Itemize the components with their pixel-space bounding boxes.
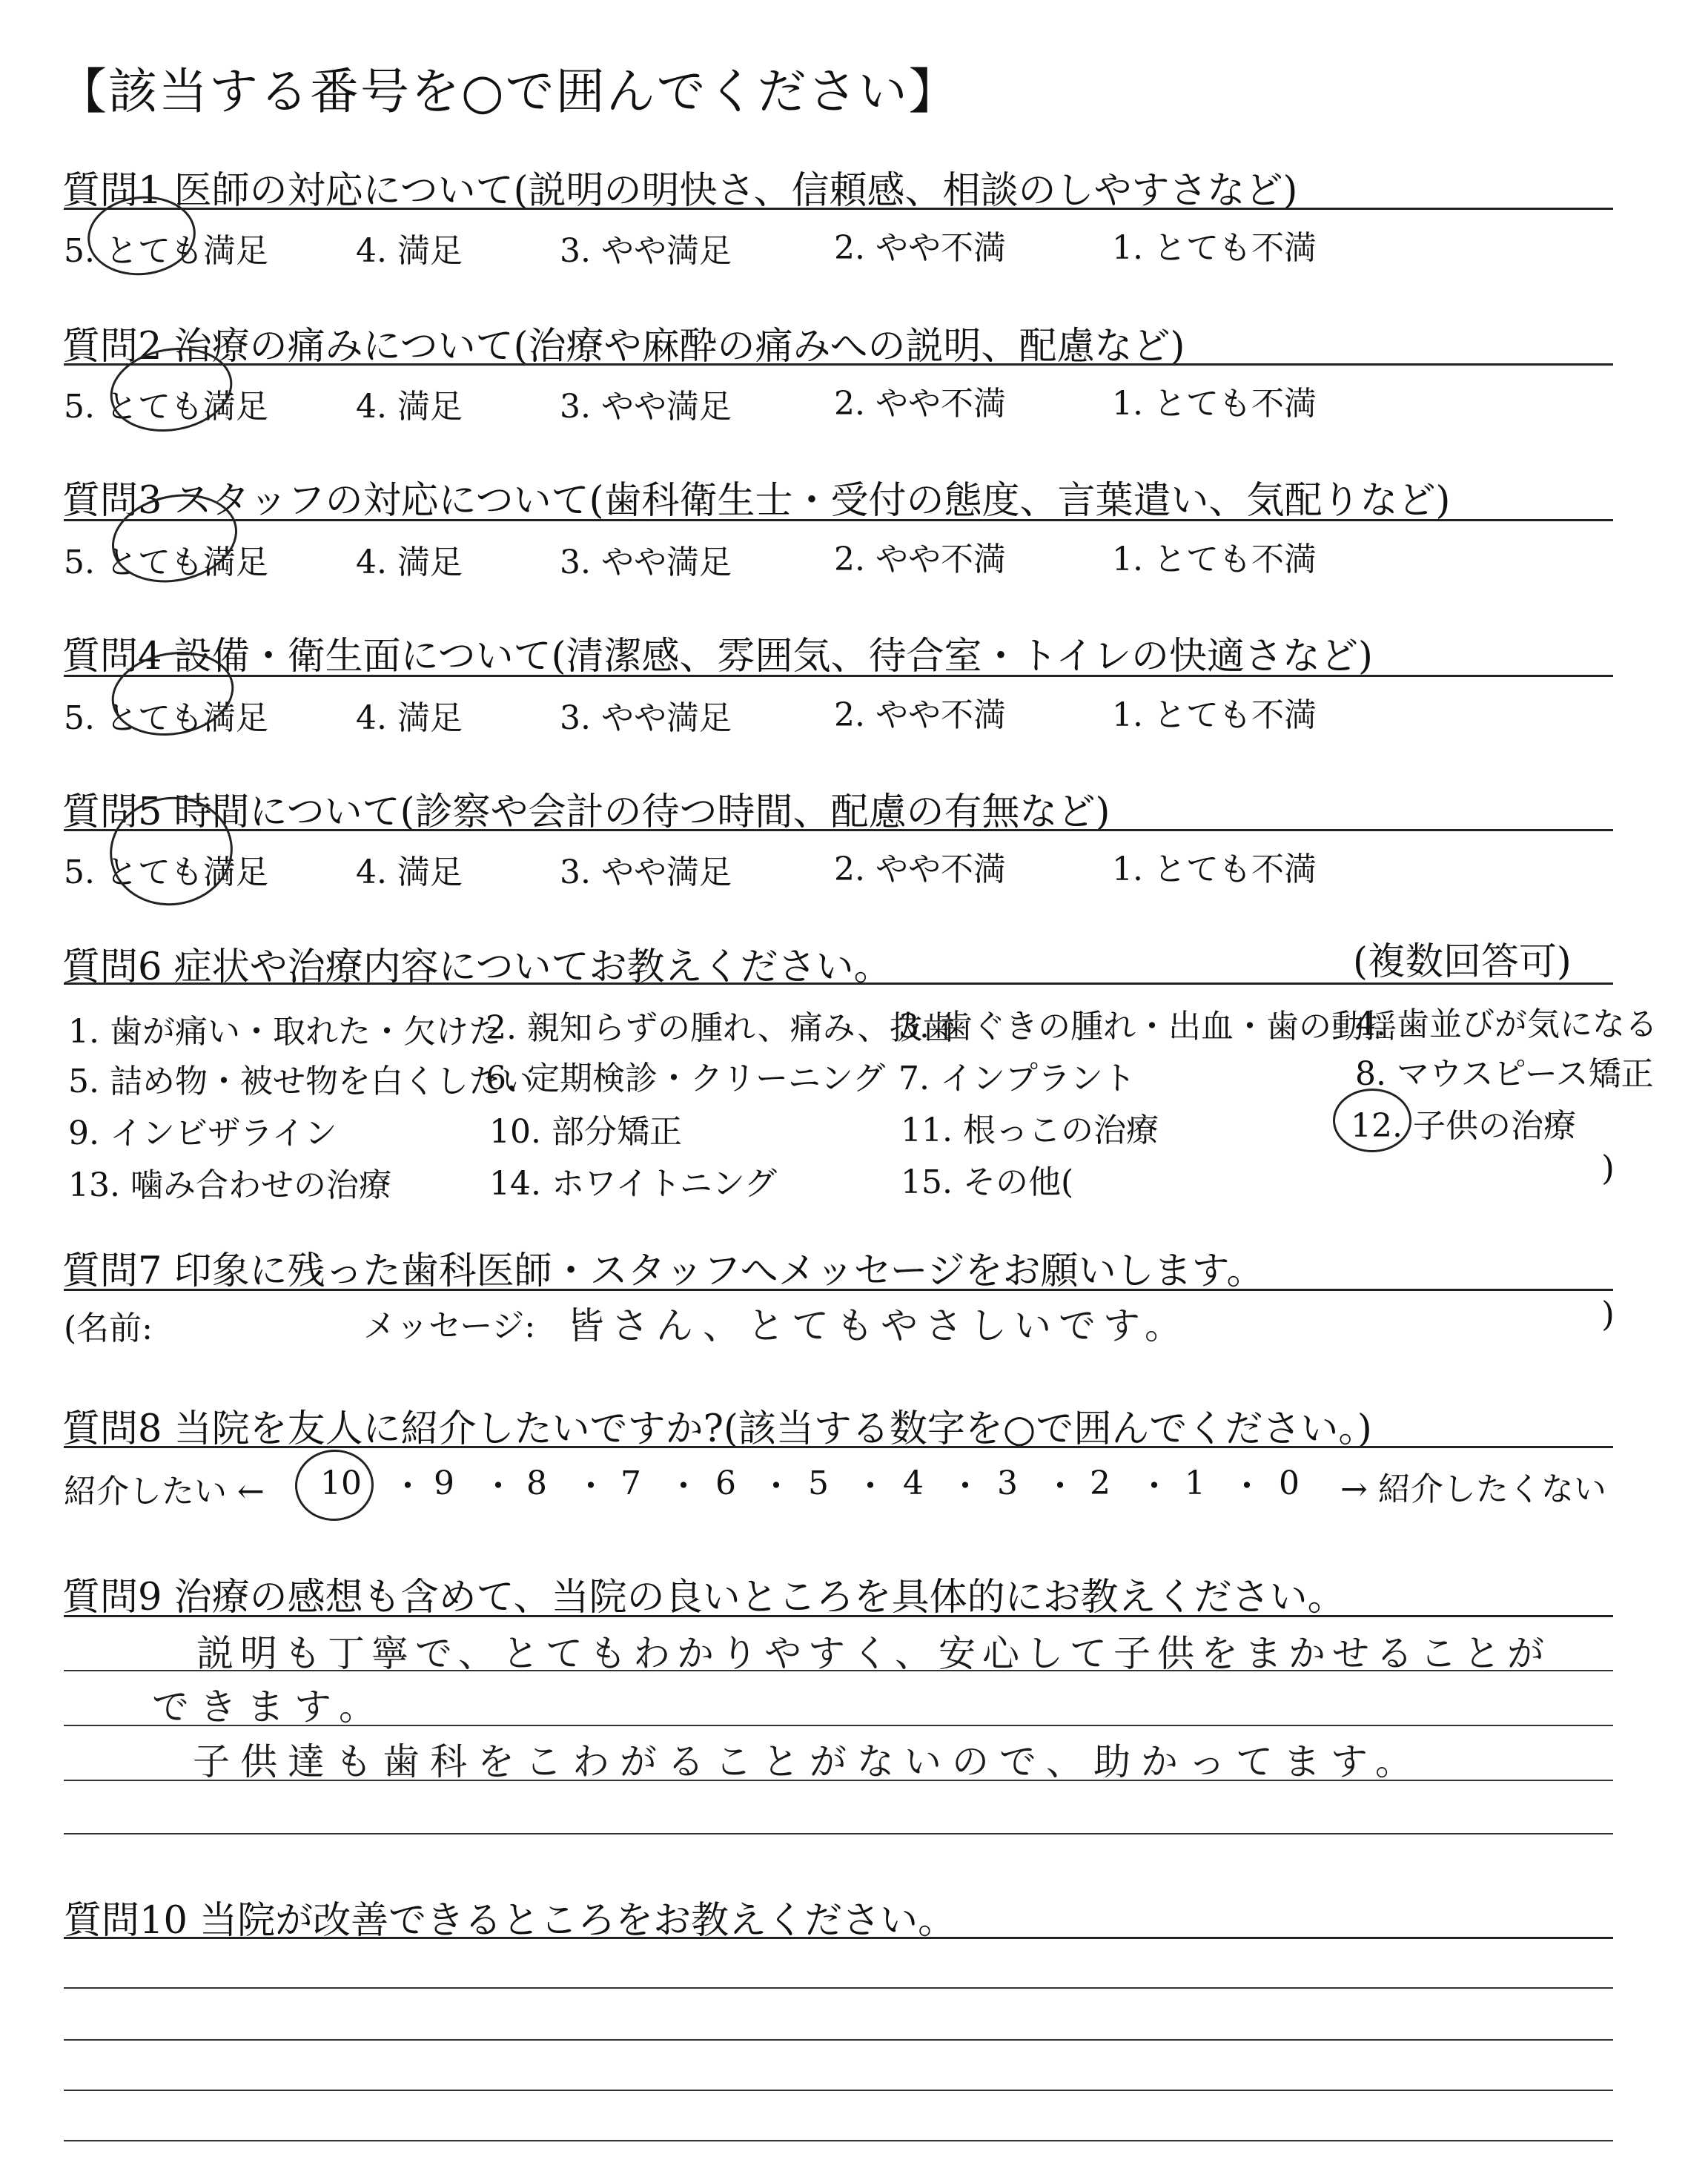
scale-6[interactable]: 6: [715, 1464, 736, 1502]
form-title: 【該当する番号を○で囲んでください】: [58, 63, 959, 120]
q8-right-label: → 紹介したくない: [1340, 1470, 1606, 1508]
question-6-note: (複数回答可): [1353, 940, 1572, 984]
q4-option-4[interactable]: 4. 満足: [356, 699, 463, 737]
q6-option-4[interactable]: 4. 歯並びが気になる: [1355, 1005, 1658, 1043]
scale-separator: ・: [1044, 1467, 1076, 1505]
q7-close-paren: ): [1601, 1294, 1615, 1334]
q6-other-close-paren: ): [1601, 1148, 1615, 1188]
scale-10[interactable]: 10: [320, 1464, 362, 1502]
divider: [64, 1446, 1613, 1448]
q2-option-3[interactable]: 3. やや満足: [560, 388, 732, 426]
q3-option-4[interactable]: 4. 満足: [356, 544, 463, 581]
question-5-label: 質問5 時間について(診察や会計の待つ時間、配慮の有無など): [62, 790, 1110, 834]
answer-line: [64, 1833, 1613, 1834]
question-6-label: 質問6 症状や治療内容についてお教えください。: [62, 945, 892, 989]
divider: [64, 1615, 1613, 1617]
q7-name-label: (名前:: [64, 1309, 153, 1347]
selection-circle: [1333, 1089, 1411, 1152]
q3-option-3[interactable]: 3. やや満足: [560, 544, 732, 581]
question-10-label: 質問10 当院が改善できるところをお教えください。: [64, 1899, 956, 1943]
q9-answer-line-2[interactable]: できます。: [152, 1685, 386, 1728]
q1-option-4[interactable]: 4. 満足: [356, 232, 463, 270]
scale-separator: ・: [482, 1467, 514, 1505]
question-2-label: 質問2 治療の痛みについて(治療や麻酔の痛みへの説明、配慮など): [62, 325, 1185, 369]
question-3-label: 質問3 スタッフの対応について(歯科衛生士・受付の態度、言葉遣い、気配りなど): [62, 479, 1451, 523]
scale-separator: ・: [391, 1467, 424, 1505]
answer-line: [64, 2090, 1613, 2091]
scale-separator: ・: [575, 1467, 607, 1505]
q6-option-14[interactable]: 14. ホワイトニング: [489, 1165, 778, 1203]
question-1-label: 質問1 医師の対応について(説明の明快さ、信頼感、相談のしやすさなど): [62, 169, 1298, 213]
q3-option-1[interactable]: 1. とても不満: [1112, 541, 1317, 578]
scale-9[interactable]: 9: [434, 1464, 454, 1502]
scale-separator: ・: [1231, 1467, 1263, 1505]
question-8-label: 質問8 当院を友人に紹介したいですか?(該当する数字を○で囲んでください。): [62, 1407, 1372, 1451]
divider: [64, 519, 1613, 521]
question-7-label: 質問7 印象に残った歯科医師・スタッフへメッセージをお願いします。: [62, 1249, 1265, 1293]
scale-5[interactable]: 5: [808, 1464, 829, 1502]
q2-option-5[interactable]: 5. とても満足: [64, 388, 268, 426]
scale-3[interactable]: 3: [997, 1464, 1018, 1502]
q2-option-2[interactable]: 2. やや不満: [834, 385, 1006, 423]
q4-option-2[interactable]: 2. やや不満: [834, 696, 1006, 734]
answer-line: [64, 2039, 1613, 2041]
q1-option-1[interactable]: 1. とても不満: [1112, 229, 1317, 267]
q6-option-2[interactable]: 2. 親知らずの腫れ、痛み、抜歯: [486, 1009, 956, 1047]
q7-message-label: メッセージ:: [363, 1307, 536, 1345]
scale-separator: ・: [667, 1467, 700, 1505]
scale-7[interactable]: 7: [620, 1464, 641, 1502]
q6-option-7[interactable]: 7. インプラント: [898, 1060, 1136, 1097]
scale-separator: ・: [1138, 1467, 1171, 1505]
question-4-label: 質問4 設備・衛生面について(清潔感、雰囲気、待合室・トイレの快適さなど): [62, 635, 1373, 678]
q2-option-4[interactable]: 4. 満足: [356, 388, 463, 426]
answer-line: [64, 2140, 1613, 2141]
q8-left-label: 紹介したい ←: [64, 1473, 265, 1510]
q1-option-5[interactable]: 5. とても満足: [64, 232, 268, 270]
q6-option-6[interactable]: 6. 定期検診・クリーニング: [486, 1060, 886, 1097]
q5-option-2[interactable]: 2. やや不満: [834, 851, 1006, 888]
divider: [64, 363, 1613, 366]
divider: [64, 982, 1613, 985]
q6-option-11[interactable]: 11. 根っこの治療: [901, 1112, 1159, 1149]
scale-4[interactable]: 4: [903, 1464, 924, 1502]
q5-option-4[interactable]: 4. 満足: [356, 853, 463, 891]
scale-separator: ・: [949, 1467, 982, 1505]
q3-option-5[interactable]: 5. とても満足: [64, 544, 268, 581]
q5-option-5[interactable]: 5. とても満足: [64, 853, 268, 891]
q4-option-5[interactable]: 5. とても満足: [64, 699, 268, 737]
q3-option-2[interactable]: 2. やや不満: [834, 541, 1006, 578]
answer-line: [64, 1987, 1613, 1989]
question-9-label: 質問9 治療の感想も含めて、当院の良いところを具体的にお教えください。: [62, 1576, 1345, 1619]
divider: [64, 208, 1613, 210]
scale-2[interactable]: 2: [1090, 1464, 1110, 1502]
q6-option-3[interactable]: 3. 歯ぐきの腫れ・出血・歯の動揺: [898, 1008, 1397, 1046]
q7-message-answer[interactable]: 皆さん、とてもやさしいです。: [567, 1304, 1189, 1347]
selection-circle: [293, 1447, 376, 1523]
divider: [64, 1289, 1613, 1291]
scale-1[interactable]: 1: [1185, 1464, 1205, 1502]
divider: [64, 1937, 1613, 1939]
q1-option-2[interactable]: 2. やや不満: [834, 229, 1006, 267]
q6-option-1[interactable]: 1. 歯が痛い・取れた・欠けた: [68, 1013, 501, 1051]
q2-option-1[interactable]: 1. とても不満: [1112, 385, 1317, 423]
q4-option-3[interactable]: 3. やや満足: [560, 699, 732, 737]
scale-separator: ・: [760, 1467, 792, 1505]
q1-option-3[interactable]: 3. やや満足: [560, 232, 732, 270]
q6-option-8[interactable]: 8. マウスピース矯正: [1355, 1055, 1654, 1093]
q6-option-12[interactable]: 12. 子供の治療: [1351, 1107, 1576, 1145]
q4-option-1[interactable]: 1. とても不満: [1112, 696, 1317, 734]
divider: [64, 675, 1613, 677]
q5-option-3[interactable]: 3. やや満足: [560, 853, 732, 891]
q6-option-10[interactable]: 10. 部分矯正: [489, 1113, 682, 1151]
q6-option-9[interactable]: 9. インビザライン: [68, 1114, 337, 1152]
q9-answer-line-1[interactable]: 説明も丁寧で、とてもわかりやすく、安心して子供をまかせることが: [196, 1632, 1551, 1675]
scale-8[interactable]: 8: [526, 1464, 547, 1502]
q5-option-1[interactable]: 1. とても不満: [1112, 851, 1317, 888]
scale-separator: ・: [854, 1467, 887, 1505]
divider: [64, 829, 1613, 831]
q6-option-13[interactable]: 13. 噛み合わせの治療: [68, 1166, 391, 1204]
q9-answer-line-3[interactable]: 子供達も歯科をこわがることがないので、助かってます。: [193, 1740, 1423, 1783]
q6-option-15[interactable]: 15. その他(: [901, 1163, 1074, 1201]
scale-0[interactable]: 0: [1279, 1464, 1300, 1502]
q6-option-5[interactable]: 5. 詰め物・被せ物を白くしたい: [68, 1063, 534, 1100]
